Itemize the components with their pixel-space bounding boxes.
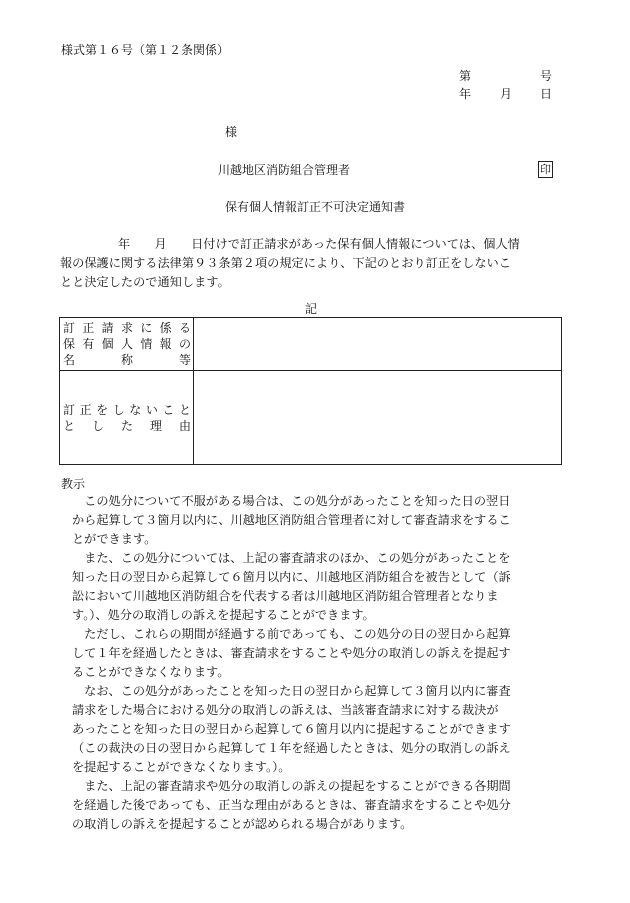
instruction-line: を経過した後であっても、正当な理由があるときは、審査請求をすることや処分: [72, 798, 511, 812]
label-char: る: [178, 321, 191, 335]
instruction-line: 知った日の翌日から起算して６箇月以内に、川越地区消防組合を被告として（訴: [72, 570, 511, 584]
instruction-line: また、この処分については、上記の審査請求のほか、この処分があったことを: [72, 551, 511, 565]
label-char: 係: [159, 321, 172, 335]
label-char: い: [145, 402, 158, 417]
label-char: と: [178, 402, 191, 417]
instruction-line: この処分について不服がある場合は、この処分があったことを知った日の翌日: [72, 494, 511, 508]
document-title: 保有個人情報訂正不可決定通知書: [225, 200, 406, 214]
instruction-line: あったことを知った日の翌日から起算して６箇月以内に提起することができます: [72, 722, 511, 736]
intro-paragraph: [60, 235, 566, 292]
row1-label-line3: [60, 352, 193, 368]
instruction-line: す。）、処分の取消しの訴えを提起することができます。: [72, 608, 375, 622]
number-suffix: 号: [540, 69, 553, 83]
label-char: 保: [63, 337, 76, 351]
intro-line-2: 報の保護に関する法律第９３条第２項の規定により、下記のとおり訂正をしないこ: [60, 256, 511, 270]
label-char: 正: [79, 402, 92, 417]
intro-line-3: とと決定したので通知します。: [60, 275, 230, 289]
instruction-line: なお、この処分があったことを知った日の翌日から起算して３箇月以内に審査: [72, 684, 511, 698]
date-month: 月: [500, 87, 513, 101]
label-char: 求: [120, 321, 133, 335]
label-char: 請: [101, 321, 114, 335]
label-char: 正: [82, 321, 95, 335]
instruction-line: を提起することができなくなります。）。: [72, 760, 291, 774]
date-day: 日: [540, 87, 553, 101]
addressee-suffix: 様: [225, 125, 238, 139]
label-char: 個: [101, 337, 114, 351]
label-char: 等: [178, 353, 191, 367]
label-char: の: [178, 337, 191, 351]
row1-value-cell[interactable]: [194, 318, 562, 371]
instruction-line: （この裁決の日の翌日から起算して１年を経過したときは、処分の取消しの訴え: [72, 741, 511, 755]
intro-line-1: 年 月 日付けで訂正請求があった保有個人情報については、個人情: [118, 237, 520, 251]
label-char: 名: [63, 353, 76, 367]
row1-label-line1: [60, 320, 193, 336]
date-year: 年: [459, 87, 472, 101]
label-char: に: [140, 321, 153, 335]
row1-label-line2: [60, 336, 193, 352]
label-char: 訂: [63, 402, 76, 417]
label-char: こ: [162, 402, 175, 417]
record-table: [59, 317, 562, 465]
label-char: 訂: [63, 321, 76, 335]
instructions: [72, 492, 567, 834]
instruction-para-1: [72, 492, 567, 549]
label-char: 報: [159, 337, 172, 351]
instruction-line: ただし、これらの期間が経過する前であっても、この処分の日の翌日から起算: [72, 627, 511, 641]
instruction-line: 訟において川越地区消防組合を代表する者は川越地区消防組合管理者となりま: [72, 589, 499, 603]
label-char: 理: [149, 418, 162, 433]
label-char: を: [96, 402, 109, 417]
row1-label-cell: [60, 318, 194, 371]
row2-value-cell[interactable]: [194, 371, 562, 465]
instruction-line: また、上記の審査請求や処分の取消しの訴えの提起をすることができる各期間: [72, 779, 511, 793]
label-char: 人: [120, 337, 133, 351]
issuer-name: 川越地区消防組合管理者: [218, 163, 351, 177]
label-char: 称: [120, 353, 133, 367]
instruction-line: とができます。: [72, 532, 157, 546]
instruction-para-2: [72, 549, 567, 625]
label-char: 由: [178, 418, 191, 433]
ki-heading: 記: [305, 302, 318, 316]
label-char: 有: [82, 337, 95, 351]
label-char: 情: [140, 337, 153, 351]
form-number: 様式第１６号（第１２条関係）: [61, 43, 230, 57]
instruction-para-4: [72, 682, 567, 777]
label-char: な: [129, 402, 142, 417]
instruction-para-5: [72, 777, 567, 834]
number-prefix: 第: [459, 69, 472, 83]
instruction-line: 請求をした場合における処分の取消しの訴えは、当該審査請求に対する裁決が: [72, 703, 499, 717]
instruction-line: の取消しの訴えを提起することが認められる場合があります。: [72, 817, 413, 831]
label-char: た: [120, 418, 133, 433]
label-char: し: [91, 418, 104, 433]
instruction-heading: 教示: [61, 477, 86, 491]
label-char: と: [63, 418, 76, 433]
row2-label-line1: [60, 402, 193, 418]
instruction-para-3: [72, 625, 567, 682]
instruction-line: して１年を経過したときは、審査請求をすることや処分の取消しの訴えを提起す: [72, 646, 511, 660]
seal-mark: 印: [540, 163, 551, 176]
label-char: し: [112, 402, 125, 417]
row2-label-line2: [60, 418, 193, 434]
instruction-line: ることができなくなります。: [72, 665, 230, 679]
row2-label-cell: [60, 371, 194, 465]
instruction-line: から起算して３箇月以内に、川越地区消防組合管理者に対して審査請求をするこ: [72, 513, 511, 527]
